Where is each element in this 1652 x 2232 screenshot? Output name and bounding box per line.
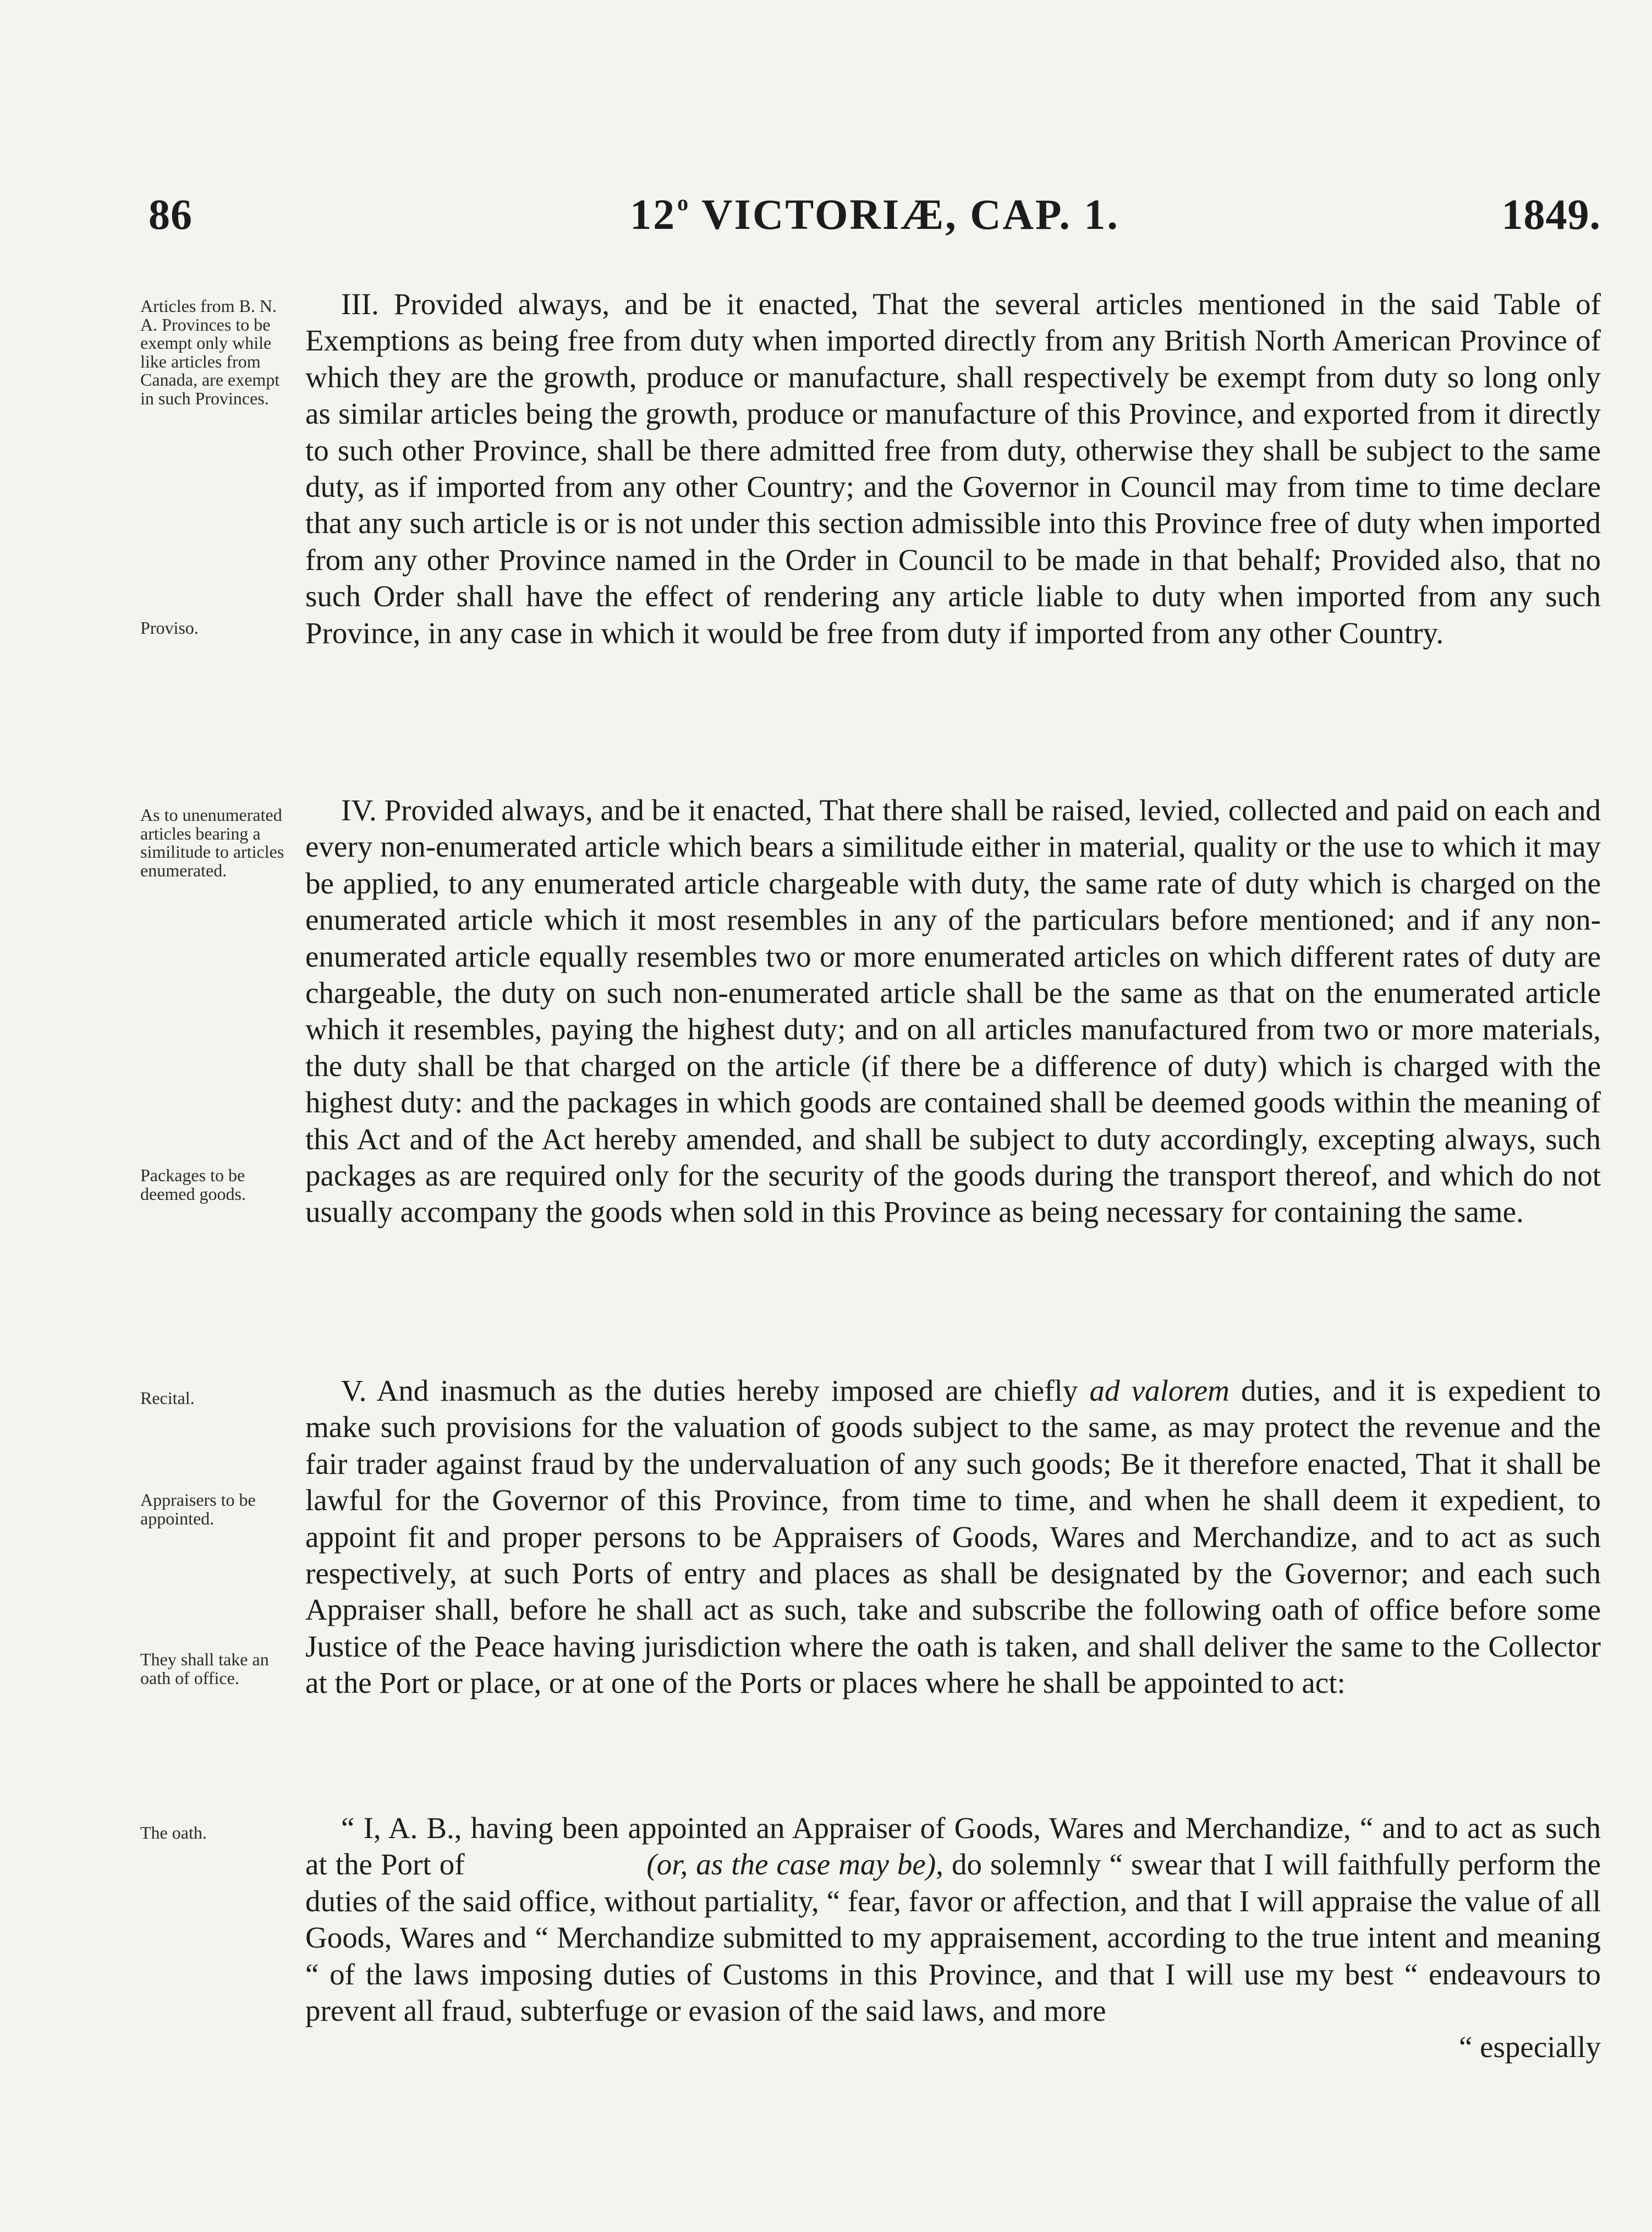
catchword: “ especially (1458, 2030, 1601, 2064)
margin-note-recital: Recital. (140, 1388, 195, 1408)
oath-text (305, 1810, 1609, 2066)
section-v-text-a: V. And inasmuch as the duties hereby imposed are chiefly (341, 1374, 1090, 1407)
oath-italic: (or, as the case may be) (646, 1847, 936, 1882)
margin-note-oath-of-office: They shall take an oath of office. (140, 1649, 269, 1688)
margin-note-proviso: Proviso. (140, 618, 199, 638)
section-v-text (305, 1373, 1601, 1702)
margin-note-non-enumerated: As to unenumerated articles bearing a similitude to articles enumerated. (140, 805, 284, 880)
section-iii (305, 286, 1601, 651)
oath-text-a: “ I, A. B., having been appointed an Appraiser of Goods, Wares and Merchandize, “ and to act as such at the Port of (305, 1811, 1609, 1882)
section-iv (305, 792, 1601, 1231)
section-iv-text: IV. Provided always, and be it enacted, That there shall be raised, levied, collected and paid on each and every non-enumerated article which bears a similitude either in material, quality or the use to which it may be applied, to any enumerated article chargeable with duty, the same rate of duty which is charged on the enumerated article which it most resembles in any of the particulars before mentioned; and if any non-enumerated article equally resembles two or more enumerated articles on which different rates of duty are chargeable, the duty on such non-enumerated article shall be the same as that on the enumerated article which it resembles, paying the highest duty; and on all articles manufactured from two or more materials, the duty shall be that charged on the article (if there be a difference of duty) which is charged with the highest duty: and the packages in which goods are contained shall be deemed goods within the meaning of this Act and of the Act hereby amended, and shall be subject to duty accordingly, excepting always, such packages as are required only for the security of the goods during the transport thereof, and which do not usually accompany the goods when sold in this Province as being necessary for containing the same. (305, 793, 1601, 1229)
margin-note-appraisers: Appraisers to be appointed. (140, 1490, 256, 1528)
section-iii-text: III. Provided always, and be it enacted, That the several articles mentioned in the said Table of Exemptions as being free from duty when imported directly from any British North American Province of which they are the growth, produce or manufacture, shall respectively be exempt from duty so long only as similar articles being the growth, produce or manufacture of this Province, and exported from it directly to such other Province, shall be there admitted free from duty, otherwise they shall be subject to the same duty, as if imported from any other Country; and the Governor in Council may from time to time declare that any such article is or is not under this section admissible into this Province free of duty when imported from any other Province named in the Order in Council to be made in that behalf; Provided also, that no such Order shall have the effect of rendering any article liable to duty when imported from any such Province, in any case in which it would be free from duty if imported from any other Country. (305, 287, 1601, 650)
title-superscript: o (677, 190, 690, 215)
page-year: 1849. (1501, 190, 1601, 238)
section-v-text-b: duties, and it is expedient to make such provisions for the valuation of goods subject to the same, as may protect the revenue and the fair trader against fraud by the undervaluation of any such goods; Be it therefore enacted, That it shall be lawful for the Governor of this Province, from time to time, and when he shall deem it expedient, to appoint fit and proper persons to be Appraisers of Goods, Wares and Merchandize, and to act as such respectively, at such Ports of entry and places as shall be designated by the Governor; and each such Appraiser shall, before he shall act as such, take and subscribe the following oath of office before some Justice of the Peace having jurisdiction where the oath is taken, and shall deliver the same to the Collector at the Port or place, or at one of the Ports or places where he shall be appointed to act: (305, 1374, 1601, 1700)
margin-note-the-oath: The oath. (140, 1823, 207, 1842)
section-v (305, 1373, 1601, 1702)
margin-note-articles-from-bna: Articles from B. N. A. Provinces to be exempt only while like articles from Canada, are exempt in such Provinces. (140, 296, 280, 408)
page-number: 86 (149, 190, 193, 238)
margin-note-packages: Packages to be deemed goods. (140, 1165, 246, 1204)
oath-paragraph (305, 1810, 1609, 2029)
title-main: VICTORIÆ, CAP. 1. (690, 190, 1119, 238)
oath-text-b: , do solemnly “ swear that I will faithfully perform the duties of the said office, without partiality, “ fear, favor or affection, and that I will appraise the value of all Goods, Wares and “ Merchandize submitted to my appraisement, according to the true intent and meaning “ of the laws imposing duties of Customs in this Province, and that I will use my best “ endeavours to prevent all fraud, subterfuge or evasion of the said laws, and more (305, 1847, 1601, 2028)
title-prefix: 12 (630, 190, 677, 238)
running-title (149, 190, 1601, 239)
section-v-italic: ad valorem (1089, 1374, 1230, 1407)
page-header (149, 190, 1601, 245)
